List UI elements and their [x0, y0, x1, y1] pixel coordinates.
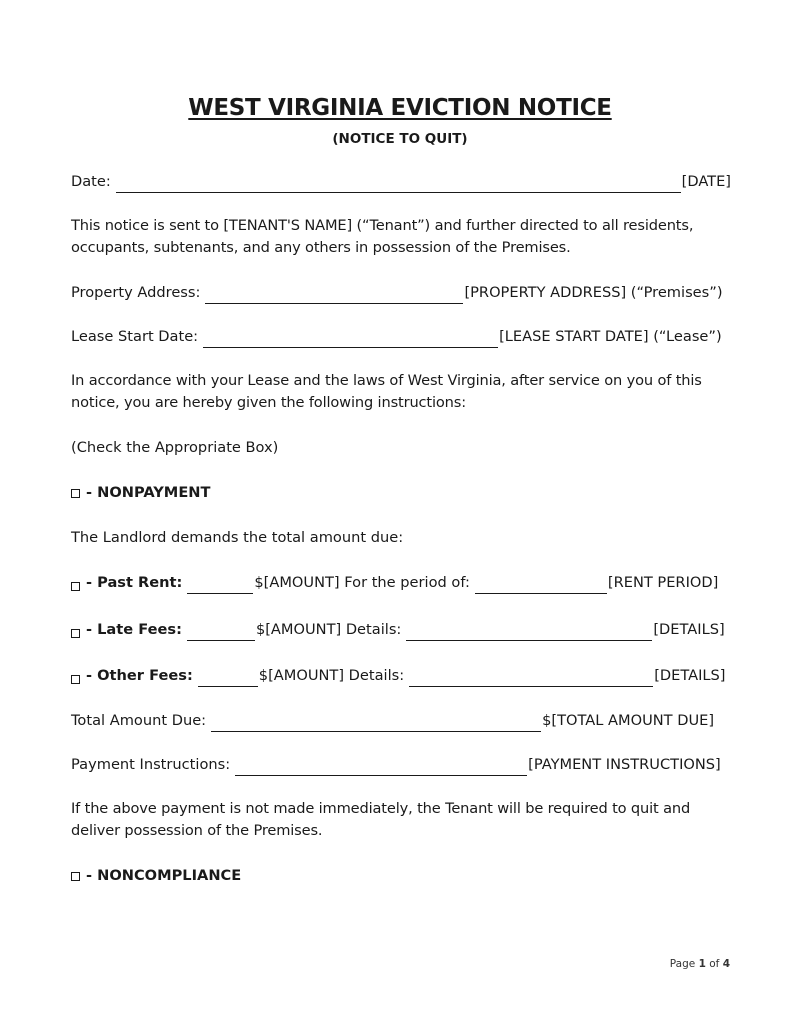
late-fees-placeholder: [DETAILS]	[653, 621, 725, 638]
payment-instructions-line	[71, 754, 731, 776]
late-fees-checkbox[interactable]	[71, 629, 80, 638]
other-fees-line	[71, 665, 731, 687]
footer-total-pages: 4	[722, 958, 730, 970]
lease-start-label: Lease Start Date:	[71, 328, 199, 345]
date-label: Date:	[71, 173, 111, 190]
past-rent-line	[71, 572, 731, 594]
lease-start-placeholder: [LEASE START DATE] (“Lease”)	[499, 328, 722, 345]
total-amount-line	[71, 710, 731, 732]
footer-current-page: 1	[698, 958, 706, 970]
property-address-line	[71, 282, 731, 304]
total-amount-label: Total Amount Due:	[71, 712, 207, 729]
document-subtitle: (NOTICE TO QUIT)	[332, 131, 468, 147]
late-fees-label: - Late Fees:	[86, 621, 182, 638]
payment-instructions-label: Payment Instructions:	[71, 756, 231, 773]
document-title: WEST VIRGINIA EVICTION NOTICE	[188, 95, 612, 121]
noncompliance-heading	[71, 865, 731, 887]
late-fees-details-blank[interactable]	[406, 624, 652, 641]
property-address-label: Property Address:	[71, 284, 201, 301]
footer-of-word: of	[709, 958, 720, 970]
late-fees-line	[71, 619, 731, 641]
total-amount-placeholder: $[TOTAL AMOUNT DUE]	[542, 712, 715, 729]
payment-instructions-blank[interactable]	[235, 759, 527, 776]
nonpayment-heading-text: - NONPAYMENT	[86, 484, 211, 501]
property-address-blank[interactable]	[205, 287, 463, 304]
late-fees-amount: $[AMOUNT] Details:	[255, 621, 402, 638]
check-note	[71, 437, 731, 459]
demand-line	[71, 527, 731, 549]
nonpayment-heading	[71, 482, 731, 504]
past-rent-checkbox[interactable]	[71, 582, 80, 591]
total-amount-blank[interactable]	[211, 715, 541, 732]
lease-start-line	[71, 326, 731, 348]
date-line	[71, 171, 731, 193]
date-placeholder: [DATE]	[681, 173, 731, 190]
other-fees-placeholder: [DETAILS]	[654, 667, 726, 684]
lease-start-blank[interactable]	[203, 331, 498, 348]
past-rent-label: - Past Rent:	[86, 574, 183, 591]
other-fees-details-blank[interactable]	[409, 670, 653, 687]
footer-page-word: Page	[669, 958, 696, 970]
late-fees-amount-blank[interactable]	[187, 624, 255, 641]
past-rent-placeholder: [RENT PERIOD]	[607, 574, 719, 591]
payment-instructions-placeholder: [PAYMENT INSTRUCTIONS]	[528, 756, 721, 773]
page-footer	[670, 958, 730, 970]
past-rent-amount: $[AMOUNT] For the period of:	[254, 574, 470, 591]
intro-paragraph: This notice is sent to [TENANT'S NAME] (“Tenant”) and further directed to all residents, occupants, subtenants, and any others in possession of the Premises.	[71, 217, 694, 256]
property-address-placeholder: [PROPERTY ADDRESS] (“Premises”)	[464, 284, 723, 301]
past-rent-amount-blank[interactable]	[187, 577, 253, 594]
noncompliance-checkbox[interactable]	[71, 872, 80, 881]
noncompliance-heading-text: - NONCOMPLIANCE	[86, 867, 242, 884]
other-fees-label: - Other Fees:	[86, 667, 193, 684]
other-fees-amount: $[AMOUNT] Details:	[258, 667, 405, 684]
accordance-paragraph: In accordance with your Lease and the laws of West Virginia, after service on you of this notice, you are hereby given the following instructions:	[71, 372, 702, 411]
other-fees-amount-blank[interactable]	[198, 670, 258, 687]
check-note-text: (Check the Appropriate Box)	[71, 439, 279, 456]
consequence-paragraph: If the above payment is not made immediately, the Tenant will be required to quit and deliver possession of the Premises.	[71, 800, 691, 839]
date-blank[interactable]	[116, 176, 681, 193]
nonpayment-checkbox[interactable]	[71, 489, 80, 498]
past-rent-period-blank[interactable]	[475, 577, 607, 594]
demand-text: The Landlord demands the total amount due:	[71, 529, 404, 546]
other-fees-checkbox[interactable]	[71, 675, 80, 684]
